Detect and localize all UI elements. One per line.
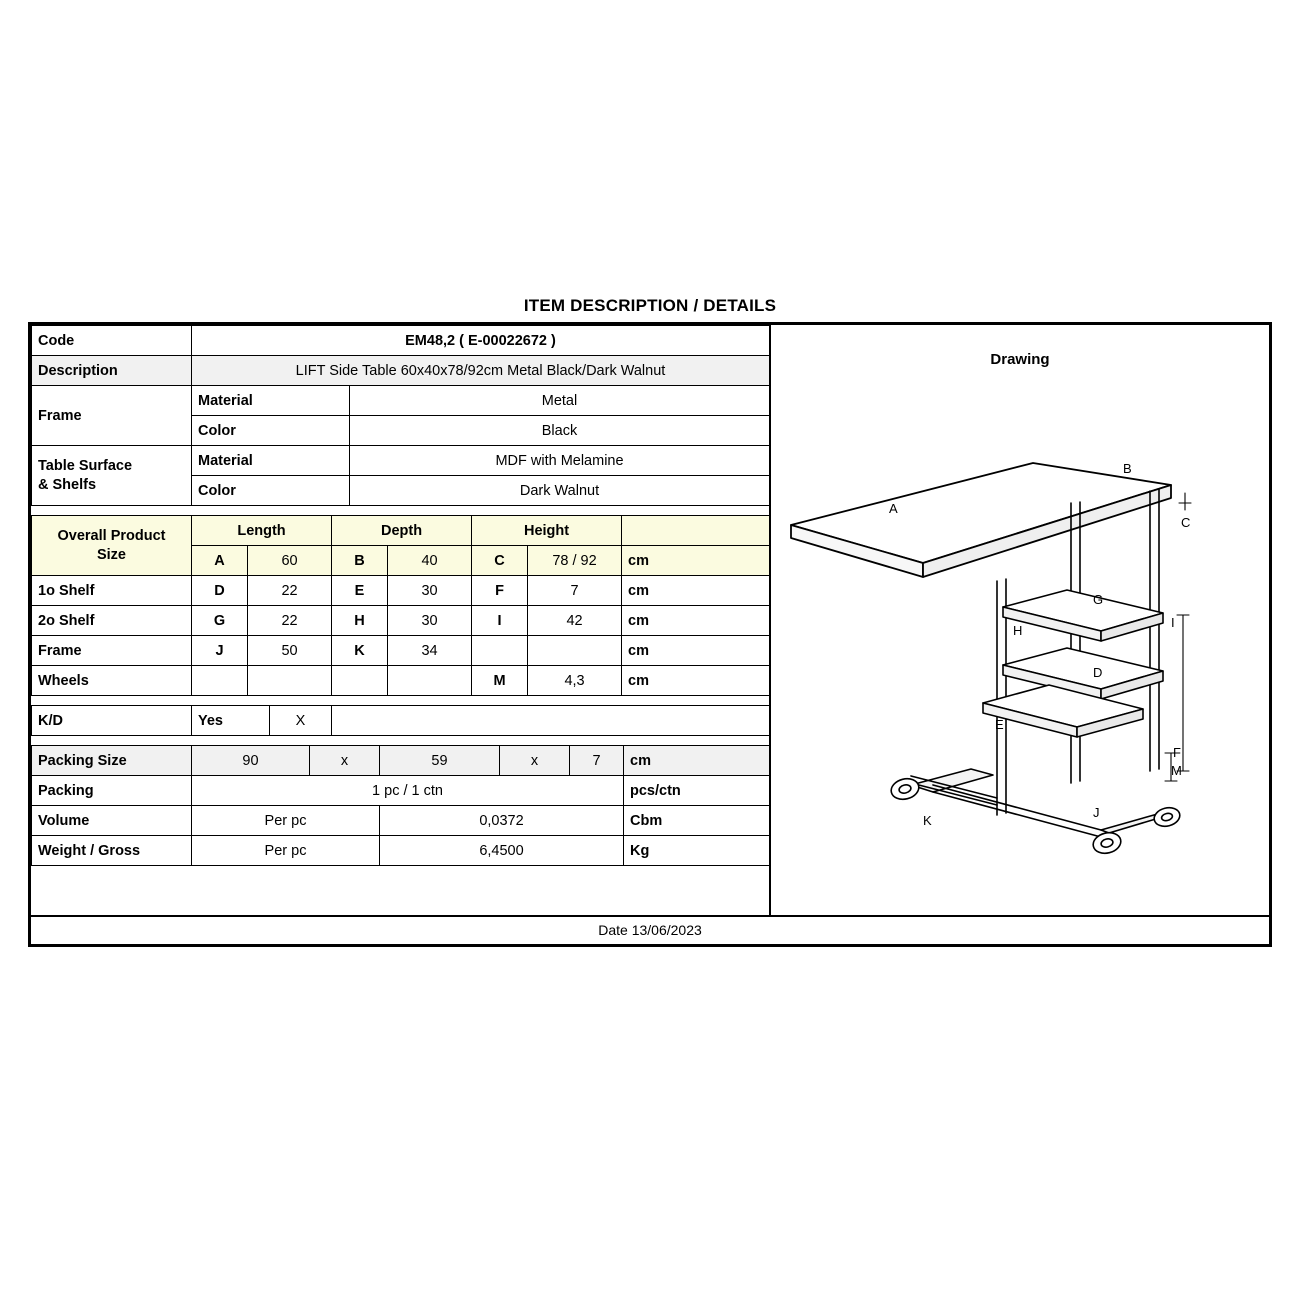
dim-val-m: 4,3: [528, 666, 622, 696]
table-row: [32, 666, 770, 696]
callout-e: E: [995, 717, 1004, 732]
surface-label-line2: & Shelfs: [38, 476, 97, 493]
frame-label: Frame: [32, 386, 192, 446]
table-row: [32, 746, 770, 776]
surface-label-line1: Table Surface: [38, 458, 133, 475]
frame-color-label: Color: [192, 416, 350, 446]
frame-material-label: Material: [192, 386, 350, 416]
packing-label: Packing: [32, 776, 192, 806]
table-row: [32, 576, 770, 606]
table-row: [32, 386, 770, 416]
row-label-shelf2: 2o Shelf: [32, 606, 192, 636]
dimensions-table: [31, 515, 770, 696]
row-label-frame: Frame: [32, 636, 192, 666]
kd-checkmark: X: [270, 706, 332, 736]
dim-unit-shelf2: cm: [622, 606, 770, 636]
spec-tables: [31, 325, 771, 915]
weight-per: Per pc: [192, 836, 380, 866]
dim-unit-frame: cm: [622, 636, 770, 666]
dim-key-a: A: [192, 546, 248, 576]
dim-key-k: K: [332, 636, 388, 666]
surface-color-label: Color: [192, 476, 350, 506]
callout-m: M: [1171, 763, 1182, 778]
overall-size-label-line1: Overall Product: [57, 528, 166, 545]
dim-key-f: F: [472, 576, 528, 606]
dim-val-f: 7: [528, 576, 622, 606]
kd-label: K/D: [32, 706, 192, 736]
date-footer: Date 13/06/2023: [31, 915, 1269, 944]
product-drawing-svg: [771, 385, 1271, 905]
packing-size-height: 7: [570, 746, 624, 776]
dim-val-i: 42: [528, 606, 622, 636]
dim-unit-wheels: cm: [622, 666, 770, 696]
overall-size-label-line2: Size: [96, 546, 126, 563]
dim-val-k: 34: [388, 636, 472, 666]
dim-key-b: B: [332, 546, 388, 576]
spec-sheet-body: [31, 325, 1269, 915]
weight-value: 6,4500: [380, 836, 624, 866]
surface-color-value: Dark Walnut: [350, 476, 770, 506]
table-row: [32, 446, 770, 476]
dim-val-h: 30: [388, 606, 472, 636]
packing-size-depth: 59: [380, 746, 500, 776]
dim-key-c: C: [472, 546, 528, 576]
callout-c: C: [1181, 515, 1191, 530]
callout-g: G: [1093, 592, 1104, 607]
dim-key-wheels-depth: [332, 666, 388, 696]
packing-size-label: Packing Size: [32, 746, 192, 776]
column-header-height: Height: [472, 516, 622, 546]
volume-label: Volume: [32, 806, 192, 836]
product-drawing: [771, 385, 1269, 905]
packing-table: [31, 745, 770, 866]
callout-a: A: [889, 501, 898, 516]
drawing-title: Drawing: [990, 351, 1050, 368]
packing-value: 1 pc / 1 ctn: [192, 776, 624, 806]
surface-label: [32, 446, 192, 506]
dim-key-i: I: [472, 606, 528, 636]
dim-key-g: G: [192, 606, 248, 636]
dim-val-a: 60: [248, 546, 332, 576]
weight-label: Weight / Gross: [32, 836, 192, 866]
table-row: [32, 516, 770, 546]
callout-j: J: [1093, 805, 1100, 820]
packing-size-unit: cm: [624, 746, 770, 776]
table-row: [32, 776, 770, 806]
dim-val-frame-height: [528, 636, 622, 666]
callout-i: I: [1171, 615, 1175, 630]
column-header-length: Length: [192, 516, 332, 546]
packing-unit: pcs/ctn: [624, 776, 770, 806]
callout-k: K: [923, 813, 932, 828]
packing-size-x1: x: [310, 746, 380, 776]
dim-unit-overall: cm: [622, 546, 770, 576]
row-label-shelf1: 1o Shelf: [32, 576, 192, 606]
table-row: [32, 706, 770, 736]
dim-val-g: 22: [248, 606, 332, 636]
drawing-panel: [771, 325, 1269, 915]
dim-key-j: J: [192, 636, 248, 666]
code-value: EM48,2 ( E-00022672 ): [192, 326, 770, 356]
volume-value: 0,0372: [380, 806, 624, 836]
dim-val-d: 22: [248, 576, 332, 606]
dim-val-j: 50: [248, 636, 332, 666]
kd-table: [31, 705, 770, 736]
packing-size-width: 90: [192, 746, 310, 776]
description-value: LIFT Side Table 60x40x78/92cm Metal Black/Dark Walnut: [192, 356, 770, 386]
dim-key-frame-height: [472, 636, 528, 666]
table-row: [32, 806, 770, 836]
surface-material-label: Material: [192, 446, 350, 476]
table-row: [32, 606, 770, 636]
page-title: ITEM DESCRIPTION / DETAILS: [523, 296, 777, 315]
callout-h: H: [1013, 623, 1023, 638]
product-info-table: [31, 325, 770, 506]
row-label-wheels: Wheels: [32, 666, 192, 696]
callout-b: B: [1123, 461, 1132, 476]
weight-unit: Kg: [624, 836, 770, 866]
dim-key-h: H: [332, 606, 388, 636]
table-row: [32, 636, 770, 666]
column-header-depth: Depth: [332, 516, 472, 546]
table-row: [32, 836, 770, 866]
dim-key-m: M: [472, 666, 528, 696]
unit-header-spacer: [622, 516, 770, 546]
dim-key-wheels-length: [192, 666, 248, 696]
dim-val-wheels-depth: [388, 666, 472, 696]
description-label: Description: [32, 356, 192, 386]
dim-val-wheels-length: [248, 666, 332, 696]
frame-material-value: Metal: [350, 386, 770, 416]
dim-key-d: D: [192, 576, 248, 606]
dim-val-b: 40: [388, 546, 472, 576]
volume-per: Per pc: [192, 806, 380, 836]
dim-unit-shelf1: cm: [622, 576, 770, 606]
dim-val-e: 30: [388, 576, 472, 606]
frame-color-value: Black: [350, 416, 770, 446]
dim-key-e: E: [332, 576, 388, 606]
table-row: [32, 356, 770, 386]
table-row: [32, 326, 770, 356]
callout-f: F: [1173, 745, 1181, 760]
callout-d: D: [1093, 665, 1103, 680]
overall-size-label: [32, 516, 192, 576]
packing-size-x2: x: [500, 746, 570, 776]
kd-yes-label: Yes: [192, 706, 270, 736]
volume-unit: Cbm: [624, 806, 770, 836]
dim-val-c: 78 / 92: [528, 546, 622, 576]
spec-sheet: [28, 322, 1272, 947]
code-label: Code: [32, 326, 192, 356]
kd-blank: [332, 706, 770, 736]
surface-material-value: MDF with Melamine: [350, 446, 770, 476]
